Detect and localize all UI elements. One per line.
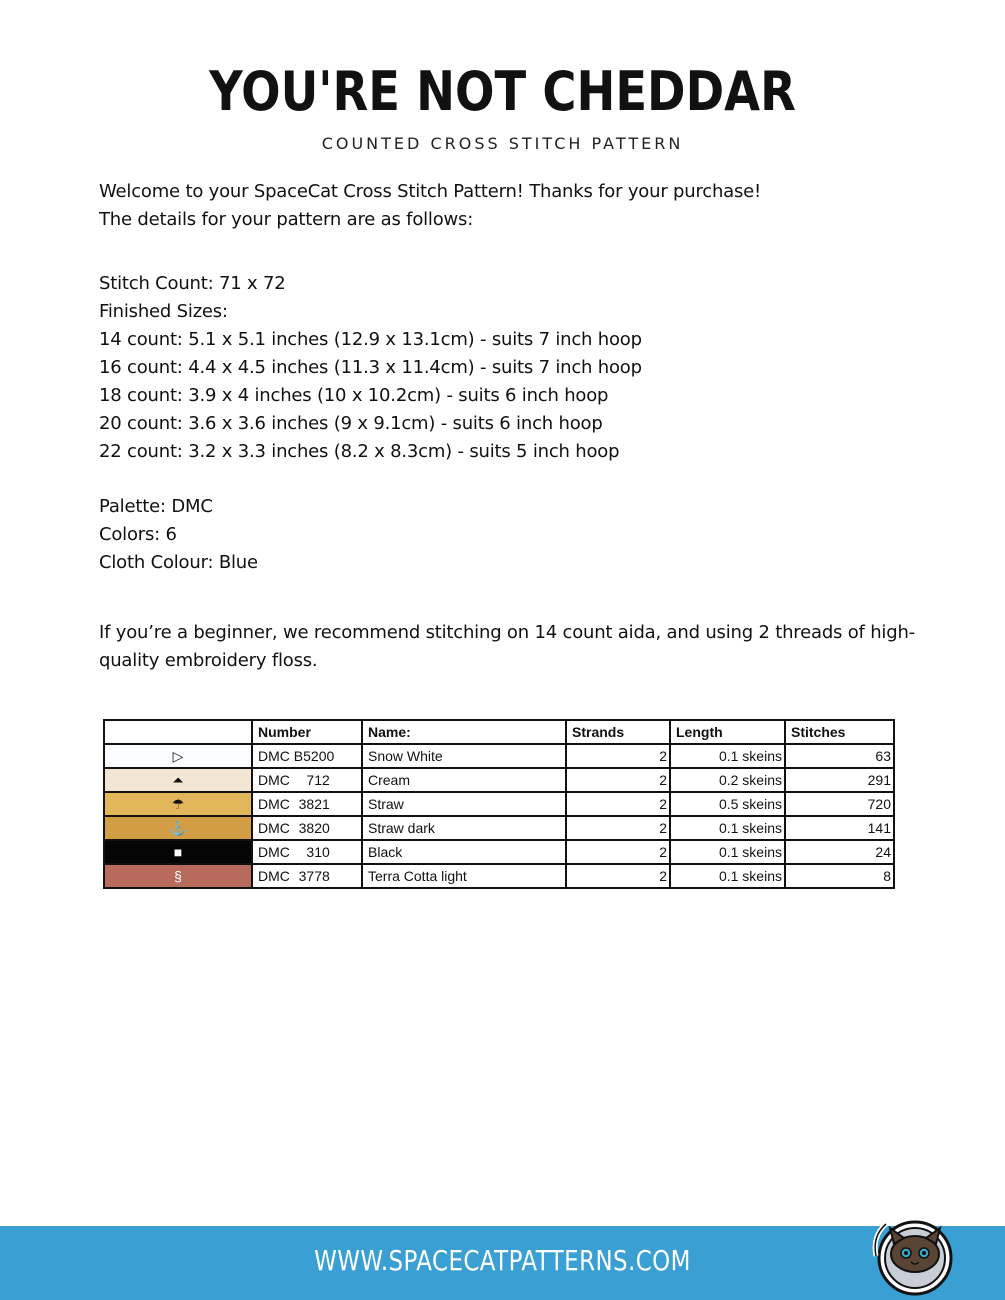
header-number: Number bbox=[252, 720, 362, 744]
header-name: Name: bbox=[362, 720, 566, 744]
stitches-value: 291 bbox=[785, 768, 894, 792]
dmc-number bbox=[252, 864, 362, 888]
dmc-number bbox=[252, 768, 362, 792]
symbol-icon: ■ bbox=[173, 844, 183, 860]
length-value: 0.1 skeins bbox=[670, 864, 785, 888]
size-20-count: 20 count: 3.6 x 3.6 inches (9 x 9.1cm) - suits 6 inch hoop bbox=[99, 413, 603, 434]
brand-label: DMC bbox=[258, 796, 290, 812]
palette-name: Palette: DMC bbox=[99, 496, 213, 517]
symbol-icon: ☂ bbox=[171, 795, 185, 812]
size-16-count: 16 count: 4.4 x 4.5 inches (11.3 x 11.4cm) - suits 7 inch hoop bbox=[99, 357, 642, 378]
thread-name: Snow White bbox=[362, 744, 566, 768]
table-header-row bbox=[104, 720, 894, 744]
palette-info bbox=[99, 493, 919, 577]
size-22-count: 22 count: 3.2 x 3.3 inches (8.2 x 8.3cm) - suits 5 inch hoop bbox=[99, 441, 620, 462]
thread-code: 712 bbox=[306, 772, 330, 788]
table-row bbox=[104, 744, 894, 768]
brand-label: DMC bbox=[258, 820, 290, 836]
thread-legend-table bbox=[103, 719, 895, 889]
spacecat-logo-icon bbox=[868, 1216, 958, 1296]
size-14-count: 14 count: 5.1 x 5.1 inches (12.9 x 13.1cm) - suits 7 inch hoop bbox=[99, 329, 642, 350]
length-value: 0.1 skeins bbox=[670, 840, 785, 864]
size-18-count: 18 count: 3.9 x 4 inches (10 x 10.2cm) - suits 6 inch hoop bbox=[99, 385, 609, 406]
thread-name: Straw dark bbox=[362, 816, 566, 840]
dmc-number bbox=[252, 792, 362, 816]
beginner-advice bbox=[99, 619, 919, 675]
brand-label: DMC bbox=[258, 868, 290, 884]
page-subtitle: COUNTED CROSS STITCH PATTERN bbox=[321, 134, 684, 153]
thread-code: 3778 bbox=[298, 868, 330, 884]
table-row bbox=[104, 840, 894, 864]
stitches-value: 63 bbox=[785, 744, 894, 768]
stitches-value: 720 bbox=[785, 792, 894, 816]
brand-label: DMC bbox=[258, 844, 290, 860]
symbol-icon: ⏶ bbox=[172, 771, 184, 788]
header-stitches: Stitches bbox=[785, 720, 894, 744]
thread-name: Black bbox=[362, 840, 566, 864]
intro-line: Welcome to your SpaceCat Cross Stitch Pattern! Thanks for your purchase! bbox=[99, 181, 762, 202]
stitches-value: 24 bbox=[785, 840, 894, 864]
table-row bbox=[104, 816, 894, 840]
footer-url-link[interactable]: WWW.SPACECATPATTERNS.COM bbox=[314, 1244, 691, 1277]
color-swatch bbox=[104, 864, 252, 888]
length-value: 0.2 skeins bbox=[670, 768, 785, 792]
thread-name: Terra Cotta light bbox=[362, 864, 566, 888]
pattern-details bbox=[99, 270, 919, 466]
stitches-value: 141 bbox=[785, 816, 894, 840]
strands-value: 2 bbox=[566, 864, 670, 888]
strands-value: 2 bbox=[566, 816, 670, 840]
symbol-icon: ⚓ bbox=[169, 819, 187, 836]
color-swatch bbox=[104, 744, 252, 768]
table-row bbox=[104, 864, 894, 888]
intro-text bbox=[99, 178, 919, 234]
header-length: Length bbox=[670, 720, 785, 744]
stitches-value: 8 bbox=[785, 864, 894, 888]
dmc-number bbox=[252, 840, 362, 864]
header-symbol bbox=[104, 720, 252, 744]
cloth-colour: Cloth Colour: Blue bbox=[99, 552, 258, 573]
strands-value: 2 bbox=[566, 792, 670, 816]
brand-label: DMC bbox=[258, 748, 290, 764]
footer-bar bbox=[0, 1226, 1005, 1300]
strands-value: 2 bbox=[566, 768, 670, 792]
length-value: 0.5 skeins bbox=[670, 792, 785, 816]
thread-name: Cream bbox=[362, 768, 566, 792]
thread-name: Straw bbox=[362, 792, 566, 816]
strands-value: 2 bbox=[566, 744, 670, 768]
color-swatch bbox=[104, 840, 252, 864]
advice-text: If you’re a beginner, we recommend stitching on 14 count aida, and using 2 threads of high-quality embroidery floss. bbox=[99, 622, 915, 671]
thread-code: 310 bbox=[306, 844, 330, 860]
color-swatch bbox=[104, 768, 252, 792]
brand-label: DMC bbox=[258, 772, 290, 788]
strands-value: 2 bbox=[566, 840, 670, 864]
header-strands: Strands bbox=[566, 720, 670, 744]
stitch-count: Stitch Count: 71 x 72 bbox=[99, 273, 286, 294]
page-title: YOU'RE NOT CHEDDAR bbox=[209, 60, 796, 123]
thread-code: 3820 bbox=[298, 820, 330, 836]
length-value: 0.1 skeins bbox=[670, 816, 785, 840]
thread-code: B5200 bbox=[293, 748, 335, 764]
dmc-number bbox=[252, 744, 362, 768]
intro-line: The details for your pattern are as follows: bbox=[99, 209, 474, 230]
color-swatch bbox=[104, 816, 252, 840]
dmc-number bbox=[252, 816, 362, 840]
color-count: Colors: 6 bbox=[99, 524, 177, 545]
color-swatch bbox=[104, 792, 252, 816]
symbol-icon: § bbox=[174, 868, 182, 884]
thread-code: 3821 bbox=[298, 796, 330, 812]
finished-sizes-heading: Finished Sizes: bbox=[99, 301, 228, 322]
table-row bbox=[104, 792, 894, 816]
table-row bbox=[104, 768, 894, 792]
symbol-icon: ▷ bbox=[172, 747, 184, 764]
length-value: 0.1 skeins bbox=[670, 744, 785, 768]
